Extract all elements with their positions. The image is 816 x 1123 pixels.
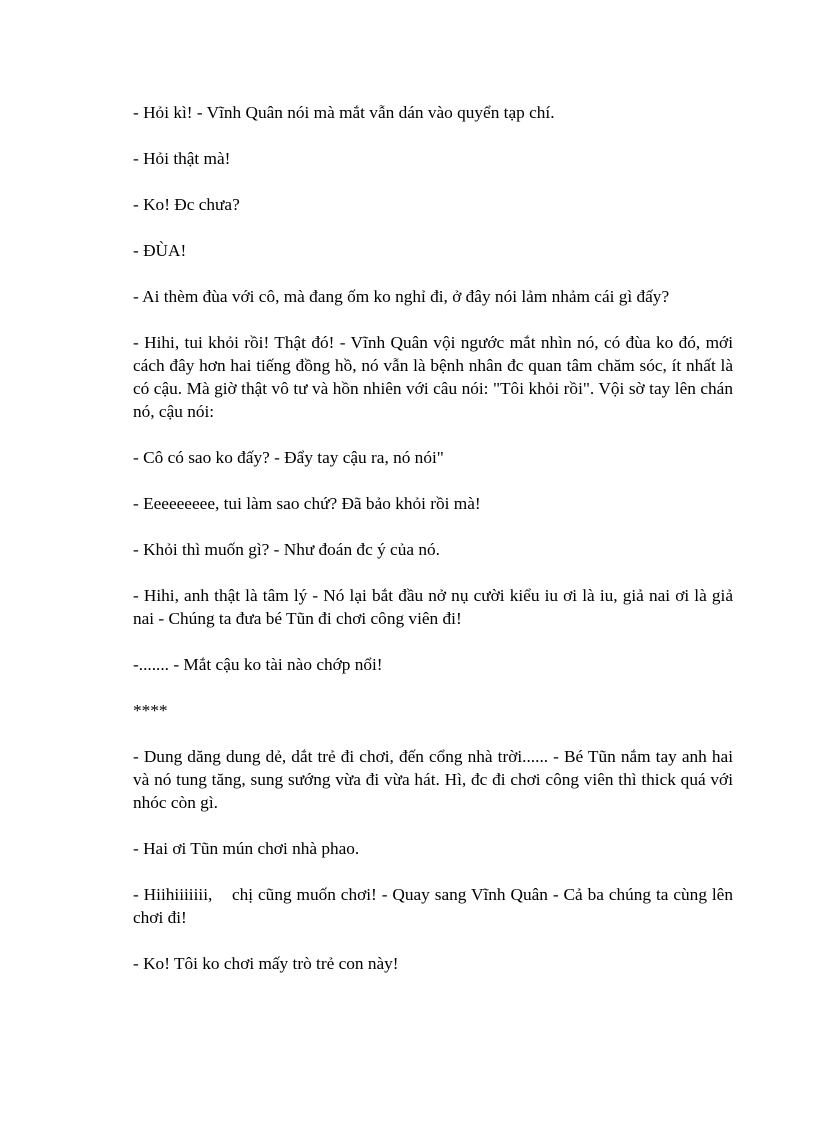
paragraph-5: - Ai thèm đùa với cô, mà đang ốm ko nghỉ đi, ở đây nói lảm nhảm cái gì đấy?	[133, 287, 670, 306]
paragraph-7: - Cô có sao ko đấy? - Đẩy tay cậu ra, nó nói"	[133, 448, 444, 467]
paragraph-11: -....... - Mắt cậu ko tài nào chớp nổi!	[133, 655, 383, 674]
paragraph-13: - Hai ơi Tũn mún chơi nhà phao.	[133, 839, 360, 858]
paragraph-9: - Khỏi thì muốn gì? - Như đoán đc ý của nó.	[133, 540, 440, 559]
document-body	[133, 101, 738, 998]
paragraph-6: - Hihi, tui khỏi rồi! Thật đó! - Vĩnh Quân vội ngước mắt nhìn nó, có đùa ko đó, mới cách đây hơn hai tiếng đồng hồ, nó vẫn là bệnh nhân đc quan tâm chăm sóc, ít nhất là có cậu. Mà giờ thật vô tư và hồn nhiên với câu nói: "Tôi khỏi rồi". Vội sờ tay lên chán nó, cậu nói:	[133, 333, 733, 421]
paragraph-3: - Ko! Đc chưa?	[133, 195, 240, 214]
paragraph-1: - Hỏi kì! - Vĩnh Quân nói mà mắt vẫn dán vào quyển tạp chí.	[133, 103, 555, 122]
paragraph-10: - Hihi, anh thật là tâm lý - Nó lại bắt đầu nở nụ cười kiểu iu ơi là iu, giả nai ơi là giả nai - Chúng ta đưa bé Tũn đi chơi công viên đi!	[133, 586, 733, 628]
paragraph-14: - Hiihiiiiiii, chị cũng muốn chơi! - Quay sang Vĩnh Quân - Cả ba chúng ta cùng lên chơi đi!	[133, 885, 738, 927]
paragraph-12: - Dung dăng dung dẻ, dắt trẻ đi chơi, đến cổng nhà trời...... - Bé Tũn nắm tay anh hai và nó tung tăng, sung sướng vừa đi vừa hát. Hì, đc đi chơi công viên thì thick quá với nhóc còn gì.	[133, 747, 733, 812]
paragraph-8: - Eeeeeeeee, tui làm sao chứ? Đã bảo khỏi rồi mà!	[133, 494, 481, 513]
section-separator: ****	[133, 701, 168, 720]
paragraph-2: - Hỏi thật mà!	[133, 149, 231, 168]
paragraph-4: - ĐÙA!	[133, 241, 187, 260]
paragraph-15: - Ko! Tôi ko chơi mấy trò trẻ con này!	[133, 954, 399, 973]
